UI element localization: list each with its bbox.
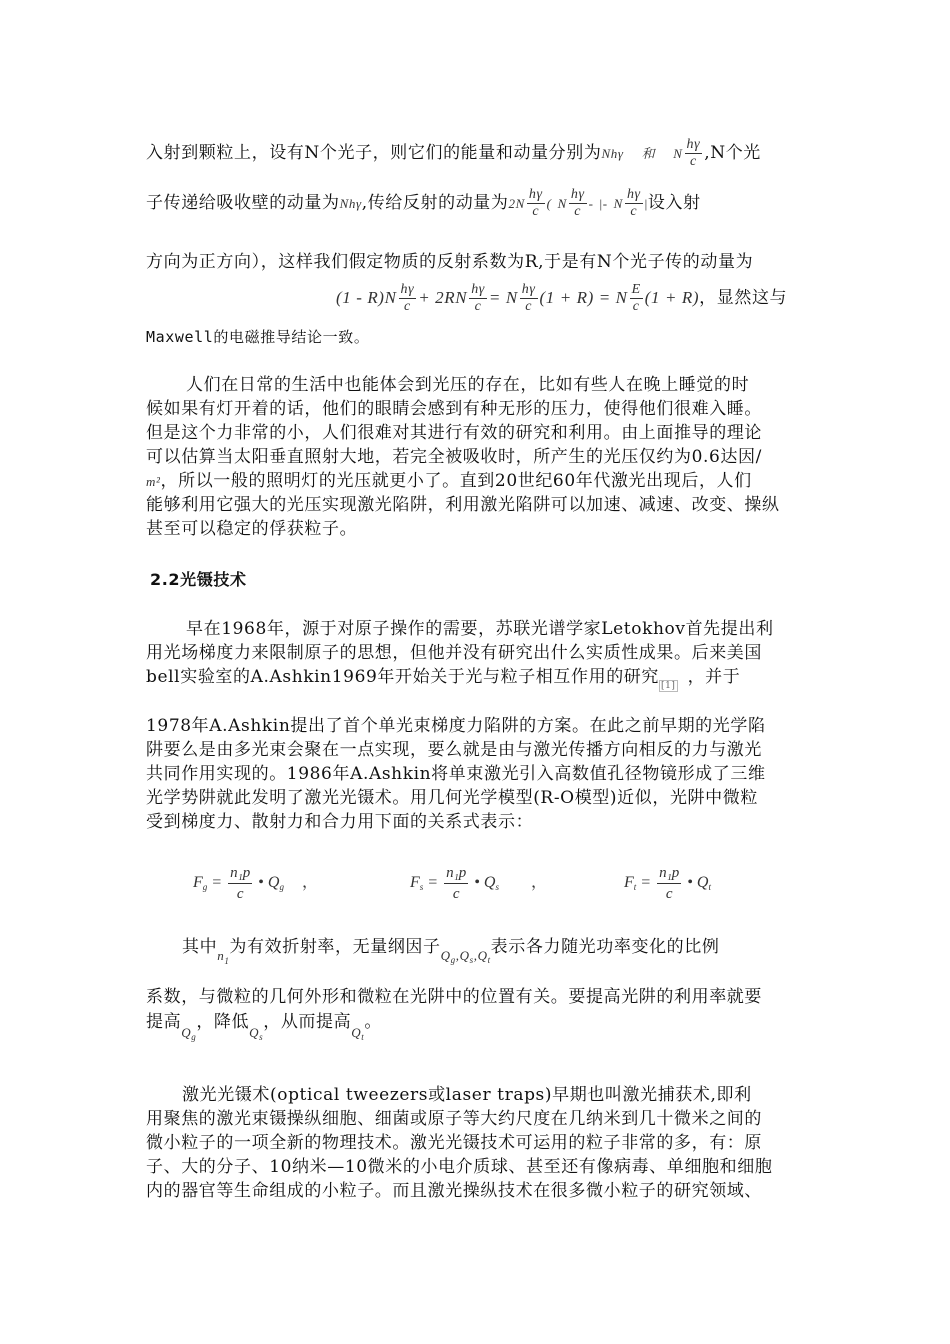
eq-dot: • [687, 874, 693, 892]
q-sub: s [259, 1032, 264, 1042]
fraction-numerator: hγ [471, 282, 485, 297]
p4-line-2 [146, 985, 806, 1009]
text: ，所以一般的照明灯的光压就更小了。直到20世纪60年代激光出现后，人们 [160, 471, 752, 491]
equation-scattering-force: $F_s$ = $\frac{\text{n₁p}}{c}$ • $Q_s$ ， [410, 865, 548, 902]
eq-sub: t [708, 882, 711, 893]
math-q-list: Qg,Qs,Qt [440, 948, 491, 965]
fraction-numerator: hγ [570, 187, 585, 202]
math-n: N [613, 196, 623, 211]
text: bell实验室的A.Ashkin1969年开始关于光与粒子相互作用的研究 [146, 667, 659, 687]
text: 甚至可以稳定的俘获粒子。 [146, 519, 358, 539]
equation-part: = N [488, 288, 518, 307]
equation-part: (1 + R) = N [539, 288, 628, 307]
text: 系数，与微粒的几何外形和微粒在光阱中的位置有关。要提高光阱的利用率就要 [146, 987, 762, 1007]
math-n1-sub: 1 [224, 956, 230, 966]
eq-sub: s [419, 882, 424, 893]
fraction-numerator: hγ [686, 137, 701, 152]
p5-line-3 [146, 1131, 806, 1155]
math-minus: - [588, 196, 594, 211]
fraction-hv-c [527, 187, 545, 220]
math-qt [351, 1025, 364, 1040]
section-heading-text: 2.2光镊技术 [150, 570, 247, 589]
p3-line-7 [146, 786, 806, 810]
fraction-n1p-c [228, 863, 252, 904]
p1-line-5 [146, 325, 806, 349]
fraction-hv-c [520, 282, 538, 315]
p2-line-3 [146, 421, 806, 445]
text: ，降低 [196, 1012, 250, 1032]
q-sub: t [361, 1032, 365, 1042]
q: Q [459, 948, 470, 963]
q: Q [440, 948, 451, 963]
text: 受到梯度力、散射力和合力用下面的关系式表示： [146, 812, 534, 832]
text: 激光光镊术(optical tweezers或laser traps)早期也叫激光捕获术,即利 [182, 1085, 752, 1105]
text: 。 [364, 1012, 382, 1032]
fraction-denominator: c [689, 154, 697, 169]
eq-q: Q [696, 874, 709, 892]
text: ,传给反射的动量为 [361, 193, 509, 213]
fraction-denominator: c [525, 299, 533, 314]
p1-line-1 [146, 137, 806, 170]
eq-sub: t [633, 882, 637, 893]
text: 人们在日常的生活中也能体会到光压的存在，比如有些人在晚上睡觉的时 [186, 375, 750, 395]
p1-equation-line [336, 282, 806, 315]
p4-line-1 [182, 935, 806, 973]
math-2n: 2N [508, 196, 525, 211]
fraction-numerator: hγ [400, 282, 415, 297]
text: 阱要么是由多光束会聚在一点实现，要么就是由与激光传播方向相反的力与激光 [146, 740, 762, 760]
p5-line-4 [146, 1155, 806, 1179]
eq-comma: ， [301, 874, 318, 892]
fraction-numerator: hγ [521, 282, 536, 297]
text: 子、大的分子、10纳米—10微米的小电介质球、甚至还有像病毒、单细胞和细胞 [146, 1157, 773, 1177]
fraction-denominator: c [632, 299, 640, 314]
eq-sub: s [495, 882, 499, 893]
text: 表示各力随光功率变化的比例 [490, 937, 720, 957]
p4-line-3 [146, 1010, 806, 1049]
q-sub: g [450, 955, 456, 965]
p2-line-4 [146, 445, 806, 469]
text: ，显然这与 [699, 288, 788, 308]
math-qg [181, 1025, 196, 1040]
p5-line-1 [182, 1083, 806, 1107]
fraction-numerator: n₁p [228, 863, 252, 884]
math-n: N [673, 146, 683, 161]
math-minus: - [602, 196, 608, 211]
unit-m2: m² [146, 474, 161, 489]
p2-line-1 [186, 373, 806, 397]
text: 候如果有灯开着的话，他们的眼睛会感到有种无形的压力，使得他们很难入睡。 [146, 399, 762, 419]
eq-lhs: F [193, 874, 203, 892]
text: 为有效折射率，无量纲因子 [229, 937, 441, 957]
eq-dot: • [474, 874, 480, 892]
text: Maxwell的电磁推导结论一致。 [146, 328, 370, 346]
eq-sub: g [202, 882, 208, 893]
text: 入射到颗粒上，设有N个光子，则它们的能量和动量分别为 [146, 143, 602, 163]
p3-line-8 [146, 810, 806, 834]
text: ，并于 [687, 667, 741, 687]
p3-line-3 [146, 665, 806, 698]
fraction-denominator: c [630, 204, 638, 219]
q: Q [477, 948, 488, 963]
p2-line-6 [146, 493, 806, 517]
eq-q: Q [483, 874, 496, 892]
equation-part: (1 + R) [644, 288, 700, 307]
fraction-denominator: c [532, 204, 540, 219]
text: 共同作用实现的。1986年A.Ashkin将单束激光引入高数值孔径物镜形成了三维 [146, 764, 766, 784]
p3-line-5 [146, 738, 806, 762]
equation-gradient-force: $F_g$ = $\frac{\text{n₁p}}{c}$ • $Q_g$ ， [193, 865, 318, 902]
fraction-e-c [630, 282, 643, 315]
p1-line-2: 子传递给吸收壁的动量为Nhγ,传给反射的动量为2N $\frac{h\gamma}{c}$ ( N $\frac{h\gamma}{c}$ - |- N $\frac{h\gamma}{c}$ |设入射 [146, 187, 701, 219]
text: 能够利用它强大的光压实现激光陷阱，利用激光陷阱可以加速、减速、改变、操纵 [146, 495, 780, 515]
fraction-hv-c [625, 187, 643, 220]
p3-line-1 [186, 617, 806, 641]
fraction-numerator: hγ [528, 187, 543, 202]
q-sub: s [469, 955, 474, 965]
p2-line-2 [146, 397, 806, 421]
eq-comma: ， [531, 874, 548, 892]
equation-part: (1 - R)N [336, 288, 397, 307]
text: ，从而提高 [263, 1012, 352, 1032]
text: 但是这个力非常的小，人们很难对其进行有效的研究和利用。由上面推导的理论 [146, 423, 762, 443]
fraction-denominator: c [665, 886, 673, 902]
math-n1: n [217, 948, 225, 963]
p5-line-2 [146, 1107, 806, 1131]
q: Q [181, 1025, 192, 1040]
text-and: 和 [641, 146, 656, 161]
citation-reference[interactable]: [1] [661, 681, 676, 691]
math-qs [249, 1025, 263, 1040]
p3-line-6 [146, 762, 806, 786]
fraction-n1p-c [657, 863, 681, 904]
p1-line-3 [146, 250, 806, 274]
text: 用聚焦的激光束镊操纵细胞、细菌或原子等大约尺度在几纳米到几十微米之间的 [146, 1109, 762, 1129]
text: 其中 [182, 937, 218, 957]
text: 微小粒子的一项全新的物理技术。激光光镊技术可运用的粒子非常的多，有：原 [146, 1133, 762, 1153]
eq-q: Q [267, 874, 280, 892]
p2-line-5 [146, 469, 806, 494]
p3-line-4 [146, 714, 806, 738]
p5-line-5 [146, 1179, 806, 1203]
fraction-hv-c [469, 282, 487, 315]
text: 用光场梯度力来限制原子的思想，但他并没有研究出什么实质性成果。后来美国 [146, 643, 762, 663]
q: Q [351, 1025, 362, 1040]
math-paren: ( [546, 196, 552, 211]
equation-total-force: $F_t$ = $\frac{\text{n₁p}}{c}$ • $Q_t$ [624, 865, 711, 902]
eq-dot: • [258, 874, 264, 892]
text: 设入射 [647, 193, 701, 213]
fraction-hv-c [569, 187, 587, 220]
fraction-denominator: c [452, 886, 460, 902]
p3-line-2 [146, 641, 806, 665]
text: 1978年A.Ashkin提出了首个单光束梯度力陷阱的方案。在此之前早期的光学陷 [146, 716, 766, 736]
p2-line-7 [146, 517, 806, 541]
q: Q [249, 1025, 260, 1040]
fraction-denominator: c [403, 299, 411, 314]
fraction-denominator: c [574, 204, 582, 219]
equation-part: + 2RN [418, 288, 468, 307]
math-n: N [557, 196, 567, 211]
text: 可以估算当太阳垂直照射大地，若完全被吸收时，所产生的光压仅约为0.6达因/ [146, 447, 762, 467]
fraction-denominator: c [236, 886, 244, 902]
fraction-hv-c [399, 282, 417, 315]
fraction-numerator: hγ [626, 187, 641, 202]
eq-sub: g [279, 882, 284, 893]
fraction-numerator: n₁p [657, 863, 681, 884]
math-nhv: Nhγ [601, 146, 624, 161]
fraction-hv-c [685, 137, 703, 170]
section-heading [150, 568, 810, 592]
q-sub: g [191, 1032, 197, 1042]
fraction-numerator: E [631, 282, 641, 297]
math-nhv: Nhγ [339, 196, 362, 211]
text: 内的器官等生命组成的小粒子。而且激光操纵技术在很多微小粒子的研究领域、 [146, 1181, 762, 1201]
fraction-denominator: c [474, 299, 482, 314]
fraction-n1p-c [444, 863, 468, 904]
eq-lhs: F [624, 874, 634, 892]
text: 早在1968年，源于对原子操作的需要，苏联光谱学家Letokhov首先提出利 [186, 619, 774, 639]
text: ,N个光 [704, 143, 761, 163]
eq-lhs: F [410, 874, 420, 892]
text: 方向为正方向），这样我们假定物质的反射系数为R,于是有N个光子传的动量为 [146, 252, 754, 272]
text: 提高 [146, 1012, 182, 1032]
text: 子传递给吸收壁的动量为 [146, 193, 340, 213]
text: 光学势阱就此发明了激光光镊术。用几何光学模型(R-O模型)近似，光阱中微粒 [146, 788, 758, 808]
q-sub: t [487, 955, 491, 965]
fraction-numerator: n₁p [444, 863, 468, 884]
